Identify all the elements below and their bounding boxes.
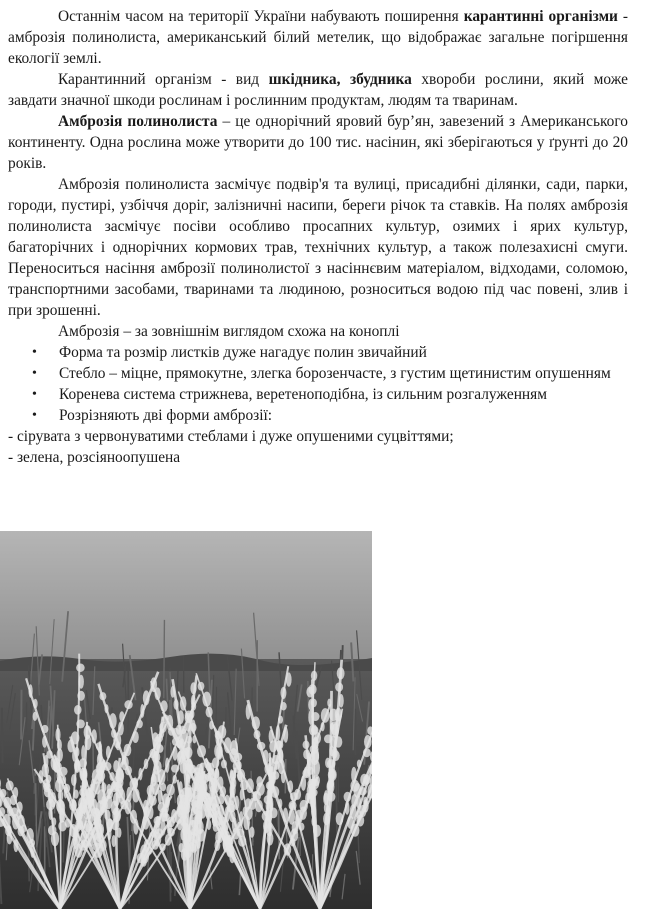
ragweed-spike — [160, 700, 167, 712]
ragweed-spike — [221, 760, 227, 769]
ragweed-spike — [28, 684, 32, 697]
ragweed-spike — [83, 779, 88, 789]
ragweed-spike — [102, 759, 106, 769]
grass-blade — [164, 620, 165, 698]
bullet-icon: • — [32, 387, 37, 402]
ragweed-spike — [191, 702, 196, 711]
ragweed-spike — [67, 792, 71, 801]
term-quarantine-organisms: карантинні організми — [463, 8, 618, 25]
ragweed-spike — [26, 828, 34, 844]
ragweed-spike — [112, 807, 121, 822]
paragraph-2-text-a: Карантинний організм - вид — [58, 71, 269, 88]
ragweed-spike — [255, 800, 263, 813]
ragweed-spike — [339, 694, 344, 708]
form-item-2: - зелена, розсіяноопушена — [8, 449, 181, 466]
ragweed-spike — [115, 769, 124, 784]
ragweed-spike — [6, 781, 14, 791]
ragweed-spike — [180, 696, 187, 710]
list-item-text: Форма та розмір листків дуже нагадує полин звичайний — [59, 344, 427, 361]
ragweed-spike — [238, 836, 246, 847]
ragweed-spike — [345, 801, 350, 815]
ragweed-spike — [208, 763, 214, 775]
ragweed-spike — [98, 746, 102, 756]
ragweed-spike — [167, 828, 175, 837]
ragweed-spike — [278, 799, 282, 809]
ragweed-spike — [269, 776, 275, 785]
ragweed-spike — [71, 774, 77, 786]
ragweed-spike — [327, 699, 331, 708]
ragweed-spike — [99, 692, 106, 700]
ragweed-spike — [118, 721, 124, 735]
ragweed-spike — [192, 735, 196, 743]
ragweed-spike — [308, 699, 313, 710]
bullet-icon: • — [32, 366, 37, 381]
ragweed-spike — [43, 783, 51, 793]
ragweed-spike — [254, 730, 261, 739]
ragweed-spike — [290, 792, 298, 801]
ragweed-spike — [107, 818, 113, 832]
ragweed-spike — [286, 672, 292, 686]
ragweed-spike — [55, 728, 60, 742]
ragweed-spike — [176, 740, 182, 749]
ragweed-spike — [33, 712, 38, 721]
ragweed-spike — [171, 809, 177, 823]
appearance-list — [8, 342, 628, 426]
list-item-text: Коренева система стрижнева, веретеноподібна, із сильним розгалуженням — [59, 386, 547, 403]
ragweed-spike — [337, 667, 345, 679]
ragweed-spike — [246, 778, 254, 793]
ragweed-spike — [312, 748, 319, 763]
ragweed-spike — [147, 847, 152, 855]
ragweed-spike — [188, 764, 197, 773]
ragweed-spike — [344, 792, 352, 802]
ragweed-spike — [160, 843, 166, 851]
paragraph-2-text-b: хвороби рослини, який може завдати значної шкоди рослинам і рослинним продуктам, людям та тваринам. — [8, 71, 628, 109]
ragweed-spike — [159, 728, 164, 737]
ragweed-spike — [263, 750, 269, 766]
ragweed-spike — [276, 725, 281, 741]
ragweed-spike — [299, 823, 305, 831]
ragweed-spike — [306, 687, 313, 698]
ragweed-spike — [76, 663, 85, 672]
ragweed-spike — [101, 782, 106, 793]
ragweed-spike — [240, 789, 244, 801]
list-item — [8, 342, 628, 363]
ragweed-spike — [236, 761, 242, 771]
ragweed-spike — [202, 692, 211, 707]
ragweed-spike — [363, 748, 371, 757]
ragweed-spike — [91, 729, 97, 743]
ragweed-spike — [73, 789, 78, 798]
paragraph-3-text: – це однорічний яровий бур’ян, завезений з Американського континенту. Одна рослина може утворити до 100 тис. насінин, які зберігаються у ґрунті до 20 років. — [8, 113, 628, 172]
ragweed-spike — [179, 843, 184, 852]
ragweed-spike — [129, 778, 137, 791]
ragweed-spike — [190, 723, 196, 732]
ragweed-spike — [44, 755, 49, 769]
ragweed-spike — [325, 758, 330, 768]
ragweed-spike — [328, 768, 337, 781]
ragweed-spike — [148, 795, 153, 808]
ragweed-spike — [236, 829, 244, 837]
ragweed-spike — [132, 731, 139, 743]
ragweed-spike — [87, 793, 93, 806]
ragweed-spike — [206, 707, 213, 718]
ragweed-spike — [171, 686, 176, 698]
ragweed-spike — [313, 760, 320, 776]
ragweed-spike — [321, 722, 325, 731]
bullet-icon: • — [32, 408, 37, 423]
paragraph-1 — [8, 6, 628, 69]
ragweed-spike — [178, 781, 182, 793]
term-pest: шкідника — [268, 71, 337, 88]
ragweed-spike — [276, 740, 281, 752]
ragweed-spike — [153, 737, 161, 751]
ragweed-spike — [64, 784, 71, 793]
ragweed-spike — [168, 727, 175, 736]
ragweed-spike — [268, 822, 272, 831]
ragweed-spike — [197, 745, 206, 757]
ragweed-spike — [360, 774, 368, 786]
ragweed-spike — [136, 720, 142, 729]
ragweed-spike — [288, 780, 294, 792]
ragweed-spike — [353, 783, 361, 798]
ragweed-spike — [76, 719, 85, 728]
ragweed-spike — [311, 799, 315, 813]
ragweed-spike — [78, 820, 84, 830]
bullet-icon: • — [32, 345, 37, 360]
ragweed-spike — [271, 786, 280, 798]
ragweed-spike — [174, 699, 179, 710]
ragweed-spike — [140, 704, 144, 718]
ragweed-spike — [48, 825, 56, 835]
ragweed-spike — [82, 767, 87, 779]
ragweed-spike — [96, 771, 105, 782]
ragweed-spike — [262, 811, 271, 821]
ragweed-spike — [278, 716, 283, 724]
ragweed-spike — [120, 800, 128, 809]
ragweed-spike — [205, 793, 212, 807]
ragweed-spike — [77, 691, 85, 701]
ragweed-spike — [7, 806, 13, 816]
ragweed-spike — [81, 745, 85, 760]
ragweed-spike — [177, 804, 185, 818]
grass-blade — [2, 708, 3, 763]
term-separator: , — [336, 71, 350, 88]
ragweed-spike — [78, 675, 83, 689]
ragweed-spike — [109, 772, 114, 781]
ragweed-spike — [311, 671, 317, 681]
ragweed-spike — [295, 810, 303, 824]
ragweed-spike — [42, 736, 47, 748]
ragweed-field-image — [0, 531, 372, 909]
ragweed-spike — [197, 786, 204, 802]
ragweed-spike — [351, 767, 357, 783]
ragweed-spike — [126, 787, 131, 802]
ragweed-spike — [172, 775, 176, 784]
ragweed-spike — [329, 709, 338, 721]
list-item — [8, 384, 628, 405]
ragweed-spike — [84, 725, 92, 739]
ragweed-spike — [330, 723, 334, 731]
ragweed-spike — [165, 797, 170, 808]
ragweed-spike — [33, 699, 38, 709]
ragweed-spike — [78, 797, 84, 811]
ragweed-spike — [74, 705, 82, 715]
ragweed-spike — [143, 690, 150, 705]
ragweed-spike — [364, 735, 372, 748]
paragraph-2 — [8, 69, 628, 111]
ragweed-spike — [94, 781, 101, 794]
paragraph-4: Амброзія полинолиста засмічує подвір'я та вулиці, присадибні ділянки, сади, парки, городи, пустирі, узбіччя доріг, залізничні насипи, береги річок та ставків. На полях амброзія полинолиста засмічує посіви особливо просапних культур, озимих і ярих культур, багаторічних і однорічних кормових трав, технічних культур, а також полезахисні смуги. Переноситься насіння амброзії полинолистої з насіннєвим матеріалом, відходами, соломою, транспортними засобами, тваринами та людиною, розноситься водою під час повені, злив і при зрошенні. — [8, 176, 628, 319]
term-pathogen: збудника — [349, 71, 412, 88]
ragweed-spike — [283, 727, 288, 743]
ragweed-spike — [214, 743, 223, 758]
ragweed-spike — [283, 808, 288, 823]
paragraph-1-text-a: Останнім часом на території України набувають поширення — [58, 8, 464, 25]
ragweed-spike — [124, 744, 132, 756]
ragweed-spike — [256, 776, 262, 787]
ragweed-spike — [143, 806, 149, 818]
ragweed-spike — [326, 779, 334, 794]
ragweed-spike — [194, 776, 202, 787]
ragweed-spike — [112, 835, 117, 847]
paragraph-3 — [8, 111, 628, 174]
ragweed-spike — [165, 758, 169, 773]
ragweed-spike — [13, 787, 18, 799]
ragweed-spike — [357, 760, 361, 768]
ragweed-spike — [224, 737, 232, 753]
ragweed-spike — [190, 682, 196, 694]
ragweed-spike — [7, 825, 11, 835]
appearance-intro: Амброзія – за зовнішнім виглядом схожа на коноплі — [58, 323, 400, 340]
ragweed-spike — [14, 839, 19, 852]
list-item-text: Стебло – міцне, прямокутне, злегка борозенчасте, з густим щетинистим опушенням — [59, 365, 611, 382]
ragweed-spike — [178, 710, 184, 724]
ragweed-spike — [363, 799, 369, 812]
ragweed-spike — [230, 782, 236, 798]
ragweed-spike — [309, 724, 318, 735]
ragweed-spike — [215, 731, 221, 740]
ragweed-spike — [160, 820, 165, 836]
list-item — [8, 363, 628, 384]
ragweed-spike — [124, 700, 132, 709]
grass-blade — [166, 679, 167, 702]
ragweed-spike — [207, 819, 212, 830]
ragweed-spike — [89, 823, 94, 835]
ragweed-spike — [111, 781, 118, 792]
ragweed-spike — [245, 798, 252, 809]
ragweed-spike — [323, 793, 328, 806]
ragweed-spike — [321, 708, 330, 723]
ragweed-spike — [171, 764, 179, 772]
grass-blade — [279, 809, 280, 859]
ragweed-spike — [308, 786, 315, 800]
ragweed-spike — [149, 749, 156, 759]
ragweed-spike — [290, 803, 294, 811]
ragweed-spike — [177, 750, 185, 762]
ragweed-spike — [313, 736, 318, 748]
ragweed-spike — [41, 725, 48, 733]
ragweed-spike — [237, 769, 245, 782]
ragweed-spike — [162, 714, 169, 723]
list-item-text: Розрізняють дві форми амброзії: — [59, 407, 273, 424]
ragweed-spike — [303, 740, 310, 749]
ragweed-spike — [252, 791, 261, 801]
ragweed-spike — [336, 812, 344, 825]
ragweed-spike — [303, 749, 310, 759]
ragweed-spike — [313, 775, 320, 786]
ragweed-spike — [252, 716, 260, 729]
ragweed-spike — [185, 710, 193, 720]
ragweed-spike — [280, 687, 286, 699]
term-ambrosia: Амброзія полинолиста — [58, 113, 218, 130]
ragweed-spike — [329, 746, 334, 757]
ragweed-spike — [75, 808, 79, 821]
ragweed-spike — [166, 784, 174, 796]
ragweed-spike — [121, 756, 128, 771]
ragweed-spike — [144, 759, 149, 769]
ragweed-spike — [198, 682, 205, 691]
ragweed-spike — [147, 785, 155, 797]
ragweed-spike — [71, 731, 80, 744]
ragweed-spike — [335, 682, 343, 691]
ragweed-spike — [150, 677, 157, 692]
ragweed-spike — [246, 704, 251, 720]
ragweed-spike — [52, 817, 57, 826]
ragweed-spike — [326, 805, 330, 816]
ragweed-spike — [106, 746, 111, 759]
ragweed-spike — [151, 774, 157, 787]
ragweed-spike — [267, 788, 271, 802]
paragraph-1-text-b: - амброзія полинолиста, американський білий метелик, що відображає загальне погіршення екології землі. — [8, 8, 629, 67]
ragweed-spike — [229, 769, 233, 784]
ragweed-spike — [101, 796, 106, 806]
ragweed-spike — [269, 729, 274, 743]
ragweed-spike — [227, 803, 236, 812]
sky-area — [0, 531, 372, 671]
ragweed-spike — [219, 820, 225, 831]
ragweed-spike — [257, 742, 265, 750]
ragweed-spike — [138, 768, 142, 781]
form-item-1: - сірувата з червонуватими стеблами і дуже опушеними суцвіттями; — [8, 428, 454, 445]
ragweed-spike — [81, 789, 85, 798]
ragweed-spike — [130, 810, 137, 824]
ragweed-spike — [109, 713, 117, 729]
ragweed-spike — [87, 804, 92, 820]
ragweed-spike — [17, 801, 23, 812]
document-text — [8, 6, 628, 468]
ragweed-spike — [104, 704, 108, 713]
ragweed-spike — [74, 747, 79, 758]
ragweed-spike — [119, 711, 124, 722]
ragweed-spike — [324, 734, 332, 743]
list-item — [8, 405, 628, 426]
ragweed-spike — [280, 702, 286, 710]
ragweed-spike — [225, 795, 230, 805]
ragweed-field-photo — [0, 531, 372, 909]
ragweed-spike — [308, 710, 313, 725]
ragweed-spike — [249, 826, 254, 837]
